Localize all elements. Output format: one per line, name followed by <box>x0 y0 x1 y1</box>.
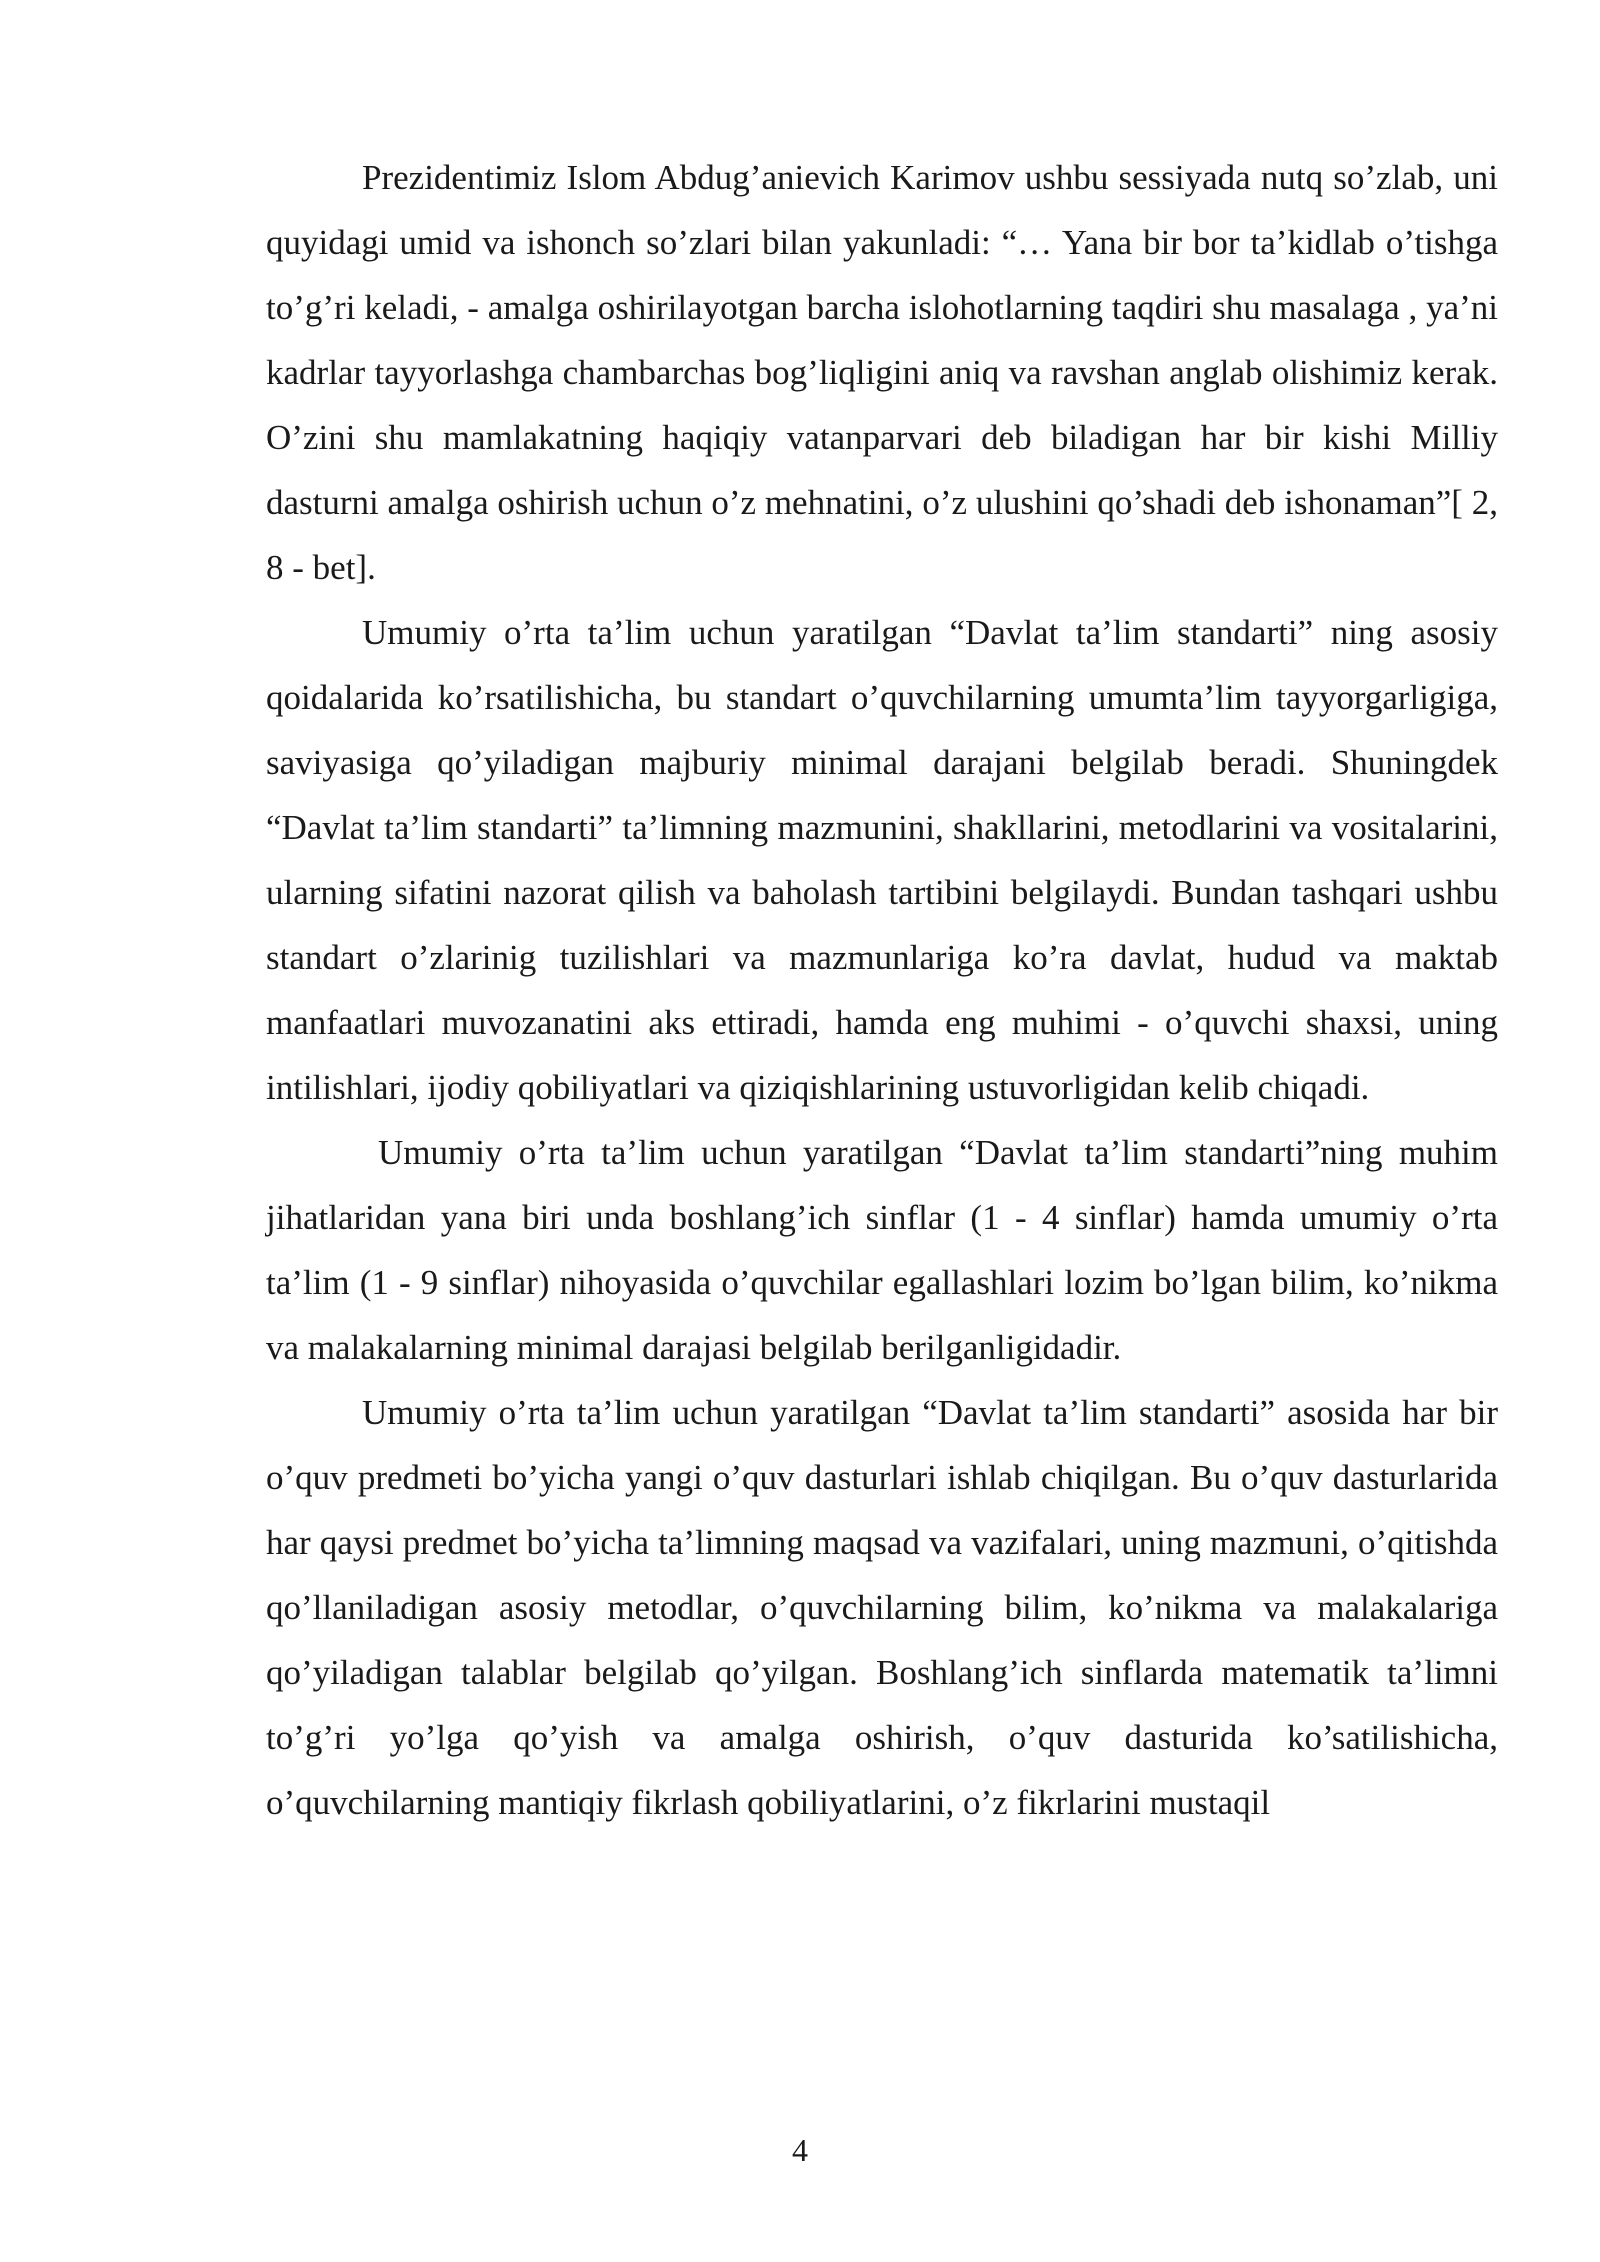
paragraph-curricula: Umumiy o’rta ta’lim uchun yaratilgan “Davlat ta’lim standarti” asosida har bir o’quv predmeti bo’yicha yangi o’quv dasturlari ishlab chiqilgan. Bu o’quv dasturlarida har qaysi predmet bo’yicha ta’limning maqsad va vazifalari, uning mazmuni, o’qitishda qo’llaniladigan asosiy metodlar, o’quvchilarning bilim, ko’nikma va malakalariga qo’yiladigan talablar belgilab qo’yilgan. Boshlang’ich sinflarda matematik ta’limni to’g’ri yo’lga qo’yish va amalga oshirish, o’quv dasturida ko’satilishicha, o’quvchilarning mantiqiy fikrlash qobiliyatlarini, o’z fikrlarini mustaqil <box>266 1393 1498 1822</box>
paragraph-state-standard: Umumiy o’rta ta’lim uchun yaratilgan “Davlat ta’lim standarti” ning asosiy qoidalarida ko’rsatilishicha, bu standart o’quvchilarning umumta’lim tayyorgarligiga, saviyasiga qo’yiladigan majburiy minimal darajani belgilab beradi. Shuningdek “Davlat ta’lim standarti” ta’limning mazmunini, shakllarini, metodlarini va vositalarini, ularning sifatini nazorat qilish va baholash tartibini belgilaydi. Bundan tashqari ushbu standart o’zlarinig tuzilishlari va mazmunlariga ko’ra davlat, hudud va maktab manfaatlari muvozanatini aks ettiradi, hamda eng muhimi - o’quvchi shaxsi, uning intilishlari, ijodiy qobiliyatlari va qiziqishlarining ustuvorligidan kelib chiqadi. <box>266 613 1498 1107</box>
page-number: 4 <box>792 2132 808 2168</box>
paragraph-standard-aspects: Umumiy o’rta ta’lim uchun yaratilgan “Davlat ta’lim standarti”ning muhim jihatlaridan yana biri unda boshlang’ich sinflar (1 - 4 sinflar) hamda umumiy o’rta ta’lim (1 - 9 sinflar) nihoyasida o’quvchilar egallashlari lozim bo’lgan bilim, ko’nikma va malakalarning minimal darajasi belgilab berilganligidadir. <box>266 1133 1498 1367</box>
document-body <box>266 145 1498 1835</box>
paragraph-president-quote: Prezidentimiz Islom Abdug’anievich Karimov ushbu sessiyada nutq so’zlab, uni quyidagi umid va ishonch so’zlari bilan yakunladi: “… Yana bir bor ta’kidlab o’tishga to’g’ri keladi, - amalga oshirilayotgan barcha islohotlarning taqdiri shu masalaga , ya’ni kadrlar tayyorlashga chambarchas bog’liqligini aniq va ravshan anglab olishimiz kerak. O’zini shu mamlakatning haqiqiy vatanparvari deb biladigan har bir kishi Milliy dasturni amalga oshirish uchun o’z mehnatini, o’z ulushini qo’shadi deb ishonaman”[ 2, 8 - bet]. <box>266 158 1498 587</box>
